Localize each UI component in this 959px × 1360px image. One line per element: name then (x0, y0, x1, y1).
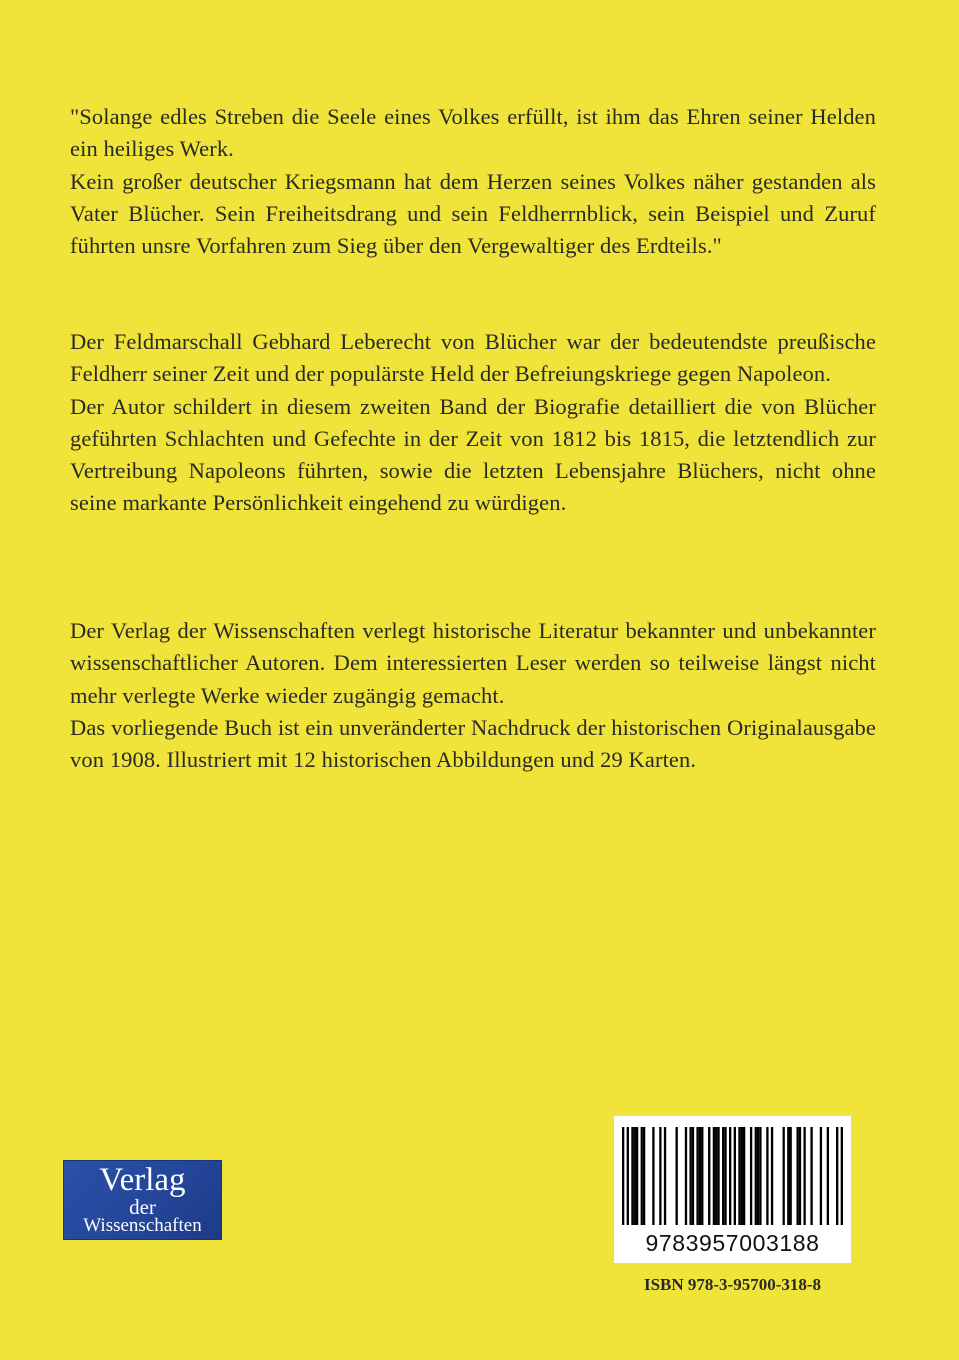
barcode-bar (789, 1127, 791, 1225)
barcode-bar (692, 1127, 694, 1225)
barcode-bar (685, 1127, 687, 1225)
publisher-paragraph-1: Der Verlag der Wissenschaften verlegt historische Literatur bekannter und unbekannter wissenschaftlicher Autoren. Dem interessierten Leser werden so teilweise längst nicht mehr verlegte Werke wieder zugängig gemacht. (70, 618, 876, 708)
barcode-bar (796, 1127, 798, 1225)
barcode-bar (743, 1127, 745, 1225)
barcode-bar (771, 1127, 773, 1225)
description-paragraph-1: Der Feldmarschall Gebhard Leberecht von Blücher war der bedeutendste preußische Feldherr seiner Zeit und der populärste Held der Befreiungskriege gegen Napoleon. (70, 329, 876, 387)
barcode-bar (664, 1127, 666, 1225)
barcode-bars (622, 1127, 843, 1225)
logo-line-verlag: Verlag (99, 1162, 186, 1198)
barcode-bar (836, 1127, 838, 1225)
quote-block (70, 101, 876, 262)
barcode-bar (722, 1127, 724, 1225)
barcode-bar (622, 1127, 624, 1225)
quote-paragraph-2: Kein großer deutscher Kriegsmann hat dem Herzen seines Volkes näher gestanden als Vater Blücher. Sein Freiheitsdrang und sein Feldherrnblick, sein Beispiel und Zuruf führten unsre Vorfahren zum Sieg über den Vergewaltiger des Erdteils." (70, 168, 876, 259)
barcode-bar (783, 1127, 785, 1225)
barcode-bar (755, 1127, 757, 1225)
publisher-paragraph-2: Das vorliegende Buch ist ein unveränderter Nachdruck der historischen Originalausgabe von 1908. Illustriert mit 12 historischen Abbildungen und 29 Karten. (70, 714, 876, 773)
barcode-bar (659, 1127, 661, 1225)
barcode-bar (738, 1127, 740, 1225)
barcode-bar (724, 1127, 726, 1225)
logo-line-der: der (129, 1195, 156, 1219)
barcode-digits: 9783957003188 (645, 1230, 820, 1256)
barcode-bar (810, 1127, 812, 1225)
barcode-bar (787, 1127, 789, 1225)
barcode-bar (696, 1127, 698, 1225)
barcode-bar (729, 1127, 731, 1225)
quote-paragraph-1: "Solange edles Streben die Seele eines Volkes erfüllt, ist ihm das Ehren seiner Helden ein heiliges Werk. (70, 104, 876, 162)
barcode-bar (820, 1127, 822, 1225)
barcode-bar (708, 1127, 710, 1225)
barcode-bar (759, 1127, 761, 1225)
barcode-bar (699, 1127, 701, 1225)
barcode-bar (701, 1127, 703, 1225)
barcode-bar (631, 1127, 633, 1225)
publisher-logo (63, 1160, 222, 1240)
barcode-bar (715, 1127, 717, 1225)
barcode-bar (803, 1127, 805, 1225)
barcode-bar (841, 1127, 843, 1225)
barcode-bar (636, 1127, 638, 1225)
barcode-bar (717, 1127, 719, 1225)
barcode-bar (757, 1127, 759, 1225)
isbn-number: ISBN 978-3-95700-318-8 (643, 1275, 822, 1294)
barcode-bar (643, 1127, 645, 1225)
barcode-bar (652, 1127, 654, 1225)
barcode-bar (750, 1127, 752, 1225)
logo-line-wissenschaften: Wissenschaften (83, 1215, 202, 1236)
barcode-bar (676, 1127, 678, 1225)
barcode-bar (641, 1127, 643, 1225)
barcode-bar (799, 1127, 801, 1225)
description-block (70, 326, 876, 520)
barcode-bar (713, 1127, 715, 1225)
barcode (614, 1116, 851, 1263)
barcode-bar (827, 1127, 829, 1225)
publisher-info-block (70, 615, 876, 776)
barcode-bar (741, 1127, 743, 1225)
barcode-bar (766, 1127, 768, 1225)
barcode-bar (627, 1127, 629, 1225)
description-paragraph-2: Der Autor schildert in diesem zweiten Band der Biografie detailliert die von Blücher geführten Schlachten und Gefechte in der Zeit von 1812 bis 1815, die letztendlich zur Vertreibung Napoleons führten, sowie die letzten Lebensjahre Blüchers, nicht ohne seine markante Persönlichkeit eingehend zu würdigen. (70, 393, 876, 516)
barcode-bar (634, 1127, 636, 1225)
barcode-bar (689, 1127, 691, 1225)
barcode-bar (734, 1127, 736, 1225)
